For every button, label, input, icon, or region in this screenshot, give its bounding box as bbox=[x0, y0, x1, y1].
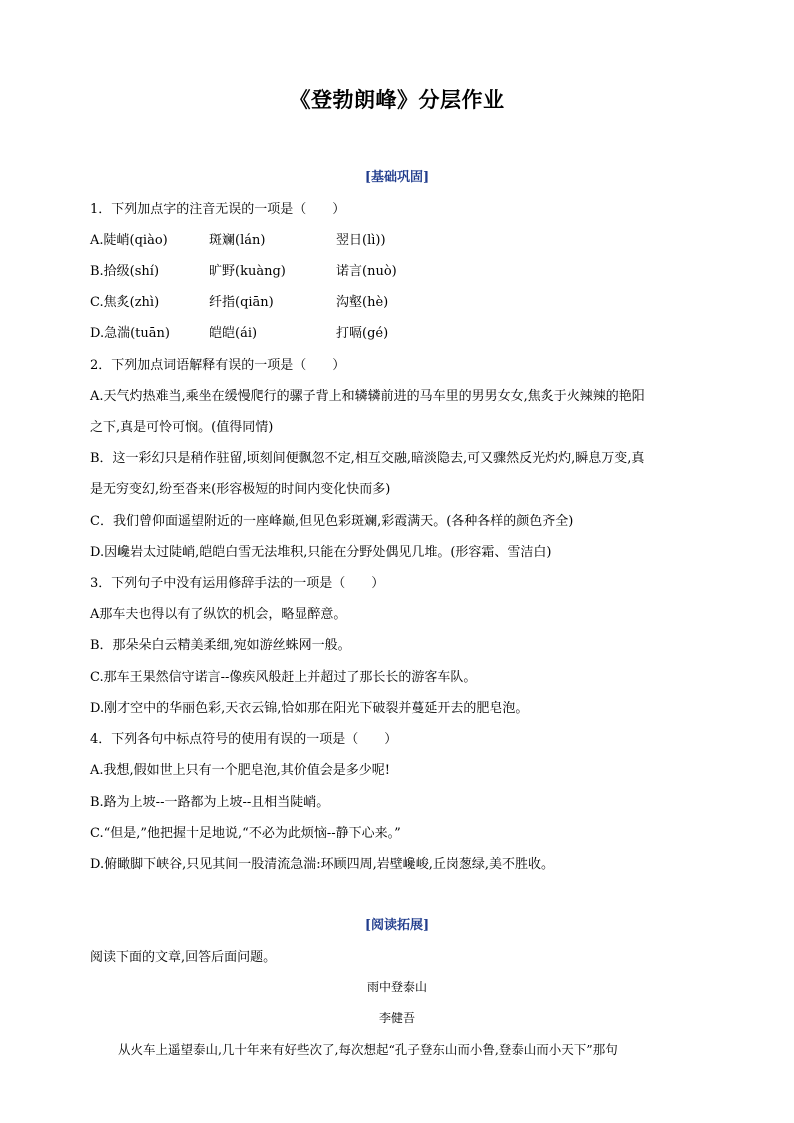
section-basic-heading: [基础巩固] bbox=[364, 170, 430, 185]
q4-option-b: B.路为上坡--一路都为上坡--且相当陡峭。 bbox=[90, 795, 330, 810]
q1-option-b-2: 旷野(kuàng) bbox=[209, 264, 286, 279]
q1-option-a-3: 翌日(lì)) bbox=[336, 233, 386, 248]
question-3-stem: 3．下列句子中没有运用修辞手法的一项是（ ） bbox=[90, 576, 385, 591]
q2-option-a-cont: 之下,真是可怜可悯。(值得同情) bbox=[90, 420, 274, 435]
article-author: 李健吾 bbox=[378, 1011, 415, 1025]
q3-option-b: B．那朵朵白云精美柔细,宛如游丝蛛网一般。 bbox=[90, 638, 351, 653]
q1-option-c-1: C.焦炙(zhì) bbox=[90, 295, 160, 310]
q1-option-b-1: B.拾级(shí) bbox=[90, 264, 160, 279]
q1-option-a-2: 斑斓(lán) bbox=[209, 233, 266, 248]
q1-option-c-3: 沟壑(hè) bbox=[336, 295, 389, 310]
question-4-stem: 4．下列各句中标点符号的使用有误的一项是（ ） bbox=[90, 732, 398, 747]
q3-option-d: D.刚才空中的华丽色彩,天衣云锦,恰如那在阳光下破裂并蔓延开去的肥皂泡。 bbox=[90, 701, 529, 716]
reading-instruction: 阅读下面的文章,回答后面问题。 bbox=[90, 950, 277, 965]
q1-option-a-1: A.陡峭(qiào) bbox=[90, 233, 168, 248]
article-first-paragraph: 从火车上遥望泰山,几十年来有好些次了,每次想起“孔子登东山而小鲁,登泰山而小天下”那句 bbox=[118, 1042, 618, 1057]
q4-option-d: D.俯瞰脚下峡谷,只见其间一股清流急湍:环顾四周,岩壁巉峻,丘岗葱绿,美不胜收。 bbox=[90, 857, 555, 872]
question-1-stem: 1．下列加点字的注音无误的一项是（ ） bbox=[90, 202, 346, 217]
q1-option-b-3: 诺言(nuò) bbox=[336, 264, 397, 279]
article-title: 雨中登泰山 bbox=[366, 980, 427, 994]
question-2-stem: 2．下列加点词语解释有误的一项是（ ） bbox=[90, 358, 346, 373]
q3-option-c: C.那车王果然信守诺言--像疾风般赶上并超过了那长长的游客车队。 bbox=[90, 670, 477, 685]
q2-option-c: C．我们曾仰面遥望附近的一座峰巅,但见色彩斑斓,彩霞满天。(各种各样的颜色齐全) bbox=[90, 514, 574, 529]
q2-option-b-cont: 是无穷变幻,纷至沓来(形容极短的时间内变化快而多) bbox=[90, 482, 391, 497]
q4-option-c: C.“但是,”他把握十足地说,“不必为此烦恼--静下心来。” bbox=[90, 826, 401, 841]
q1-option-d-2: 皑皑(ái) bbox=[209, 326, 258, 341]
q2-option-a: A.天气灼热难当,乘坐在缓慢爬行的骡子背上和辚辚前进的马车里的男男女女,焦炙于火辣辣的艳阳 bbox=[90, 389, 645, 404]
q1-option-d-1: D.急湍(tuān) bbox=[90, 326, 170, 341]
q1-option-c-2: 纤指(qiān) bbox=[209, 295, 274, 310]
page-title: 《登勃朗峰》分层作业 bbox=[289, 87, 505, 112]
section-reading-heading: [阅读拓展] bbox=[364, 918, 430, 933]
q2-option-d: D.因巉岩太过陡峭,皑皑白雪无法堆积,只能在分野处偶见几堆。(形容霜、雪洁白) bbox=[90, 545, 552, 560]
q4-option-a: A.我想,假如世上只有一个肥皂泡,其价值会是多少呢! bbox=[90, 763, 391, 778]
q1-option-d-3: 打嗝(gé) bbox=[336, 326, 389, 341]
q3-option-a: A那车夫也得以有了纵饮的机会，略显醉意。 bbox=[90, 607, 347, 622]
q2-option-b: B．这一彩幻只是稍作驻留,顷刻间便飘忽不定,相互交融,暗淡隐去,可又骤然反光灼灼,瞬息万变,真 bbox=[90, 451, 645, 466]
